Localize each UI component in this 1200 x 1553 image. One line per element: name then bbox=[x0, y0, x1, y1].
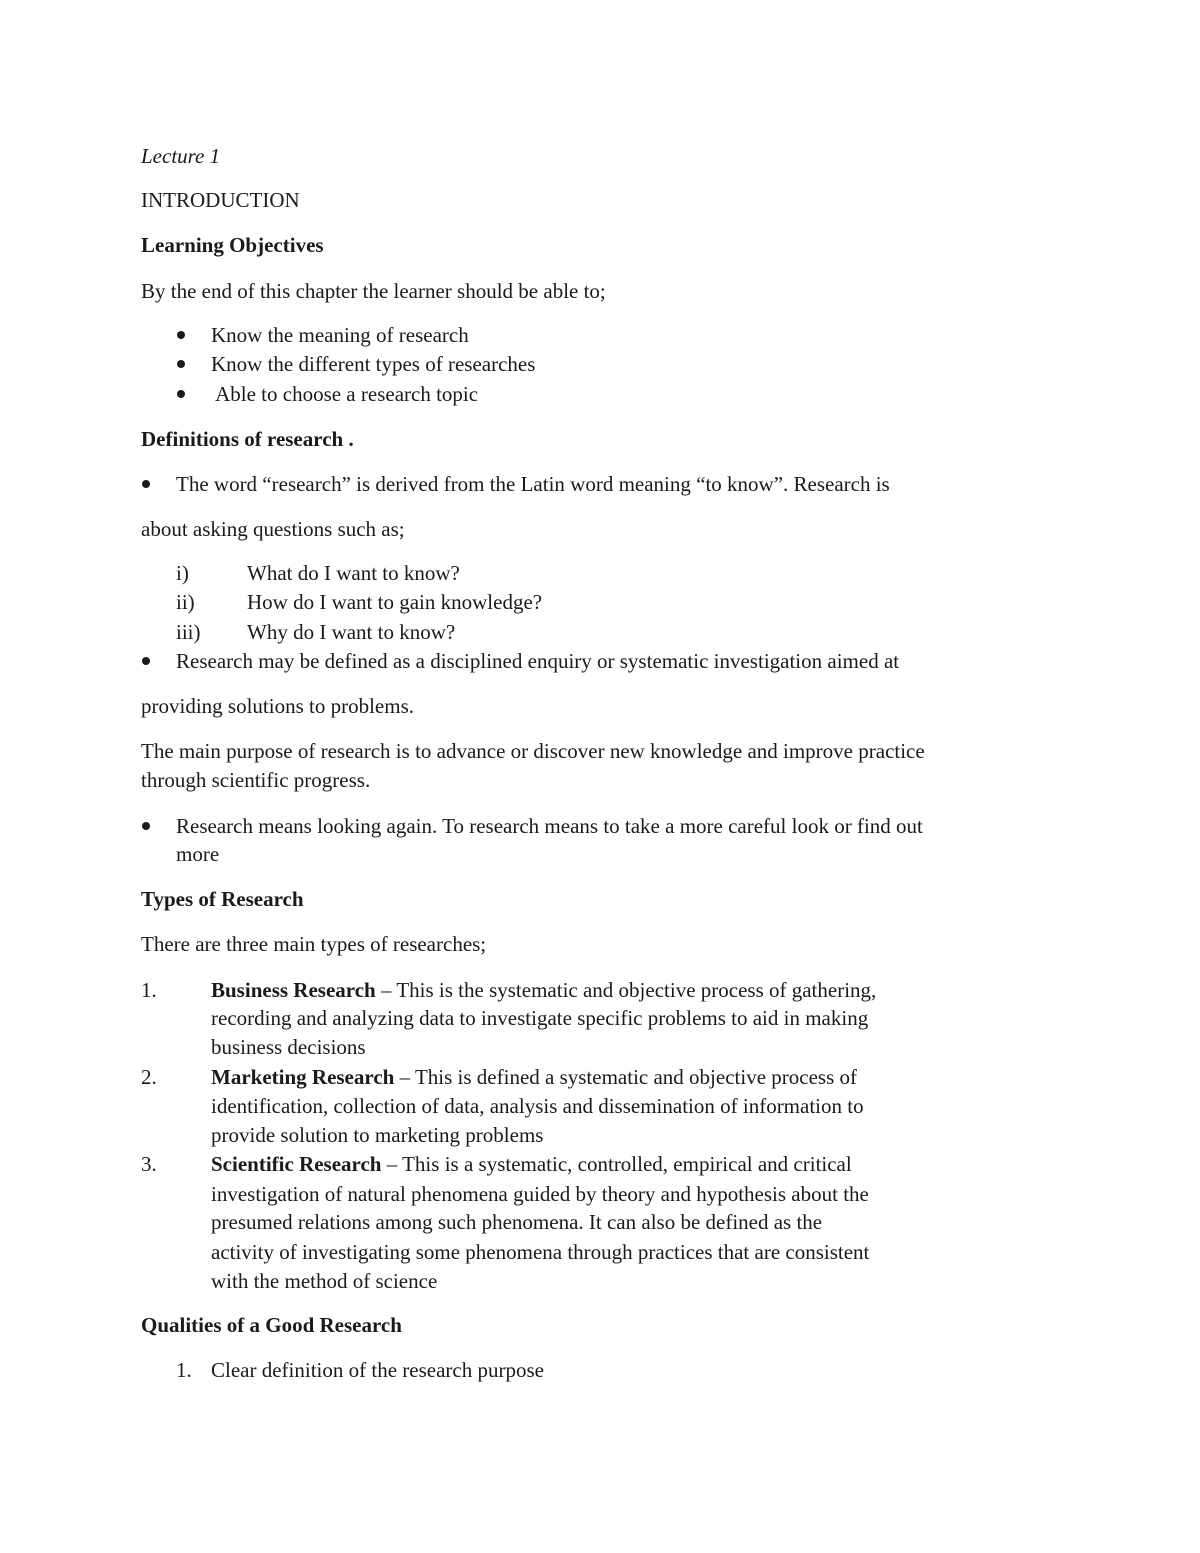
type-number: 1. bbox=[141, 978, 157, 1002]
type-item bbox=[211, 1065, 857, 1089]
question-text: What do I want to know? bbox=[247, 561, 460, 585]
definition-bullet-1-cont: about asking questions such as; bbox=[141, 517, 405, 541]
type-term: Business Research bbox=[211, 978, 376, 1002]
definition-bullet-2: Research may be defined as a disciplined enquiry or systematic investigation aimed at bbox=[176, 649, 900, 673]
type-description: presumed relations among such phenomena. It can also be defined as the bbox=[211, 1210, 823, 1234]
type-number: 2. bbox=[141, 1065, 157, 1089]
objective-item: Know the meaning of research bbox=[211, 323, 469, 347]
type-description: recording and analyzing data to investigate specific problems to aid in making bbox=[211, 1006, 869, 1030]
question-number: iii) bbox=[176, 620, 201, 644]
bullet-icon bbox=[177, 331, 185, 339]
bullet-icon bbox=[177, 360, 185, 368]
type-description: investigation of natural phenomena guided by theory and hypothesis about the bbox=[211, 1182, 869, 1206]
definition-bullet-2-cont: providing solutions to problems. bbox=[141, 694, 414, 718]
type-term: Scientific Research bbox=[211, 1152, 382, 1176]
objectives-intro: By the end of this chapter the learner should be able to; bbox=[141, 279, 606, 303]
type-item bbox=[211, 978, 876, 1002]
definition-bullet-3: Research means looking again. To research means to take a more careful look or find out bbox=[176, 814, 923, 838]
section-title: INTRODUCTION bbox=[141, 188, 300, 212]
objective-item: Able to choose a research topic bbox=[211, 382, 479, 406]
definitions-heading: Definitions of research . bbox=[141, 427, 354, 451]
type-description: with the method of science bbox=[211, 1269, 438, 1293]
type-term: Marketing Research bbox=[211, 1065, 395, 1089]
type-description: activity of investigating some phenomena through practices that are consistent bbox=[211, 1240, 870, 1264]
bullet-icon bbox=[142, 822, 150, 830]
question-number: i) bbox=[176, 561, 189, 585]
type-description: provide solution to marketing problems bbox=[211, 1123, 544, 1147]
qualities-heading: Qualities of a Good Research bbox=[141, 1313, 402, 1337]
question-text: Why do I want to know? bbox=[247, 620, 456, 644]
type-number: 3. bbox=[141, 1152, 157, 1176]
bullet-icon bbox=[142, 480, 150, 488]
objectives-heading: Learning Objectives bbox=[141, 233, 324, 257]
question-text: How do I want to gain knowledge? bbox=[247, 590, 543, 614]
quality-number: 1. bbox=[176, 1358, 192, 1382]
bullet-icon bbox=[177, 390, 185, 398]
quality-item: Clear definition of the research purpose bbox=[211, 1358, 544, 1382]
types-heading: Types of Research bbox=[141, 887, 304, 911]
question-number: ii) bbox=[176, 590, 195, 614]
purpose-text: The main purpose of research is to advance or discover new knowledge and improve practice bbox=[141, 739, 925, 763]
type-description: – This is defined a systematic and objective process of bbox=[394, 1065, 857, 1089]
types-intro: There are three main types of researches; bbox=[141, 932, 487, 956]
type-description: business decisions bbox=[211, 1035, 366, 1059]
type-description: – This is a systematic, controlled, empirical and critical bbox=[381, 1152, 852, 1176]
definition-bullet-3-cont: more bbox=[176, 842, 220, 866]
bullet-icon bbox=[142, 657, 150, 665]
type-description: identification, collection of data, analysis and dissemination of information to bbox=[211, 1094, 864, 1118]
type-description: – This is the systematic and objective process of gathering, bbox=[375, 978, 877, 1002]
definition-bullet-1: The word “research” is derived from the Latin word meaning “to know”. Research is bbox=[176, 472, 890, 496]
objective-item: Know the different types of researches bbox=[211, 352, 536, 376]
type-item bbox=[211, 1152, 852, 1176]
purpose-text-cont: through scientific progress. bbox=[141, 768, 371, 792]
lecture-label: Lecture 1 bbox=[141, 144, 221, 168]
